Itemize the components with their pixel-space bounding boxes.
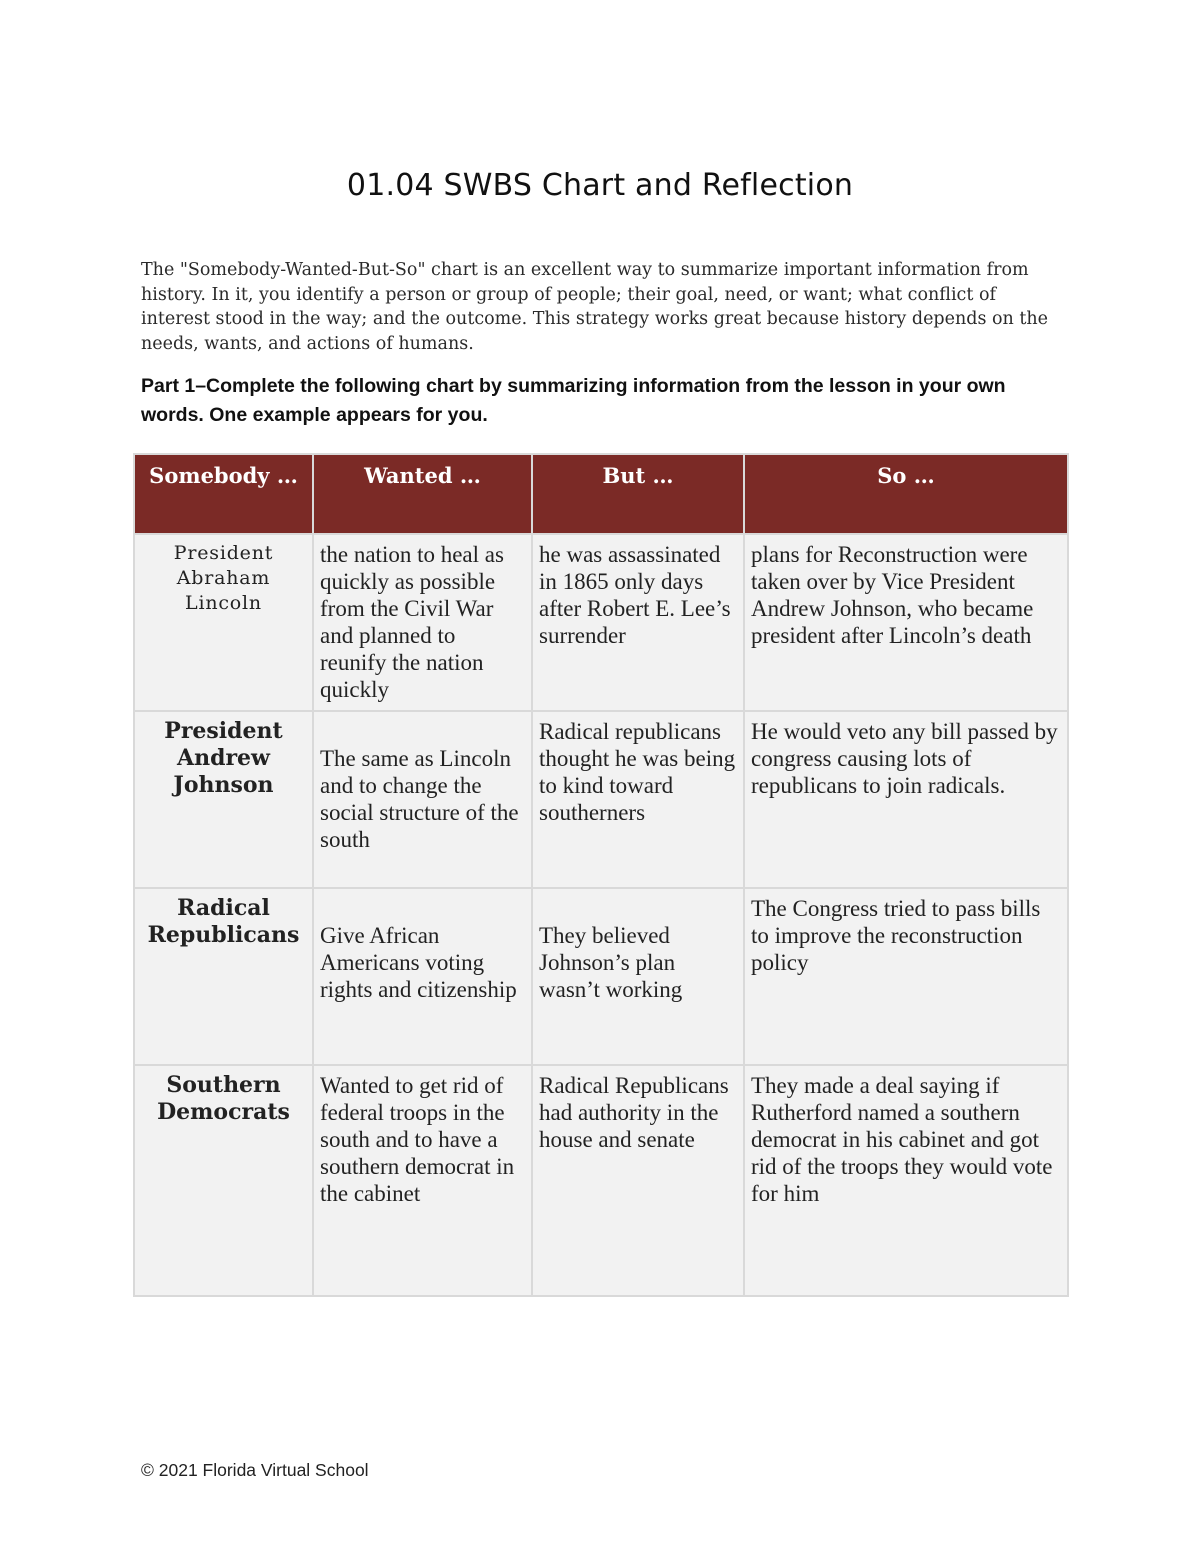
cell-somebody: President Abraham Lincoln xyxy=(134,534,313,711)
table-row xyxy=(134,711,1068,888)
instructions-paragraph: Part 1–Complete the following chart by summarizing information from the lesson in your own words. One example appears for you. xyxy=(141,375,1006,426)
intro-paragraph: The "Somebody-Wanted-But-So" chart is an excellent way to summarize important information from history. In it, you identify a person or group of people; their goal, need, or want; what conflict of interest stood in the way; and the outcome. This strategy works great because history depends on the needs, wants, and actions of humans. xyxy=(141,260,1049,354)
cell-but: Radical republicans thought he was being to kind toward southerners xyxy=(532,711,744,888)
page-title: 01.04 SWBS Chart and Reflection xyxy=(346,168,854,203)
table-row xyxy=(134,888,1068,1065)
header-but: But … xyxy=(532,454,744,534)
cell-somebody: Southern Democrats xyxy=(134,1065,313,1296)
copyright-footer: © 2021 Florida Virtual School xyxy=(141,1460,369,1480)
cell-so: They made a deal saying if Rutherford named a southern democrat in his cabinet and got rid of the troops they would vote for him xyxy=(744,1065,1068,1296)
table-row xyxy=(134,1065,1068,1296)
cell-so: He would veto any bill passed by congress causing lots of republicans to join radicals. xyxy=(744,711,1068,888)
cell-but: Radical Republicans had authority in the house and senate xyxy=(532,1065,744,1296)
cell-wanted: Wanted to get rid of federal troops in the south and to have a southern democrat in the cabinet xyxy=(313,1065,532,1296)
header-so: So … xyxy=(744,454,1068,534)
cell-but: he was assassinated in 1865 only days after Robert E. Lee’s surrender xyxy=(532,534,744,711)
cell-wanted: the nation to heal as quickly as possible from the Civil War and planned to reunify the nation quickly xyxy=(313,534,532,711)
cell-somebody: President Andrew Johnson xyxy=(134,711,313,888)
cell-but: They believed Johnson’s plan wasn’t working xyxy=(532,888,744,1065)
table-header-row xyxy=(134,454,1068,534)
swbs-chart-table xyxy=(133,453,1069,1297)
header-somebody: Somebody … xyxy=(134,454,313,534)
cell-wanted: Give African Americans voting rights and citizenship xyxy=(313,888,532,1065)
cell-wanted: The same as Lincoln and to change the social structure of the south xyxy=(313,711,532,888)
cell-somebody: Radical Republicans xyxy=(134,888,313,1065)
table-row xyxy=(134,534,1068,711)
cell-so: plans for Reconstruction were taken over by Vice President Andrew Johnson, who became president after Lincoln’s death xyxy=(744,534,1068,711)
cell-so: The Congress tried to pass bills to improve the reconstruction policy xyxy=(744,888,1068,1065)
header-wanted: Wanted … xyxy=(313,454,532,534)
